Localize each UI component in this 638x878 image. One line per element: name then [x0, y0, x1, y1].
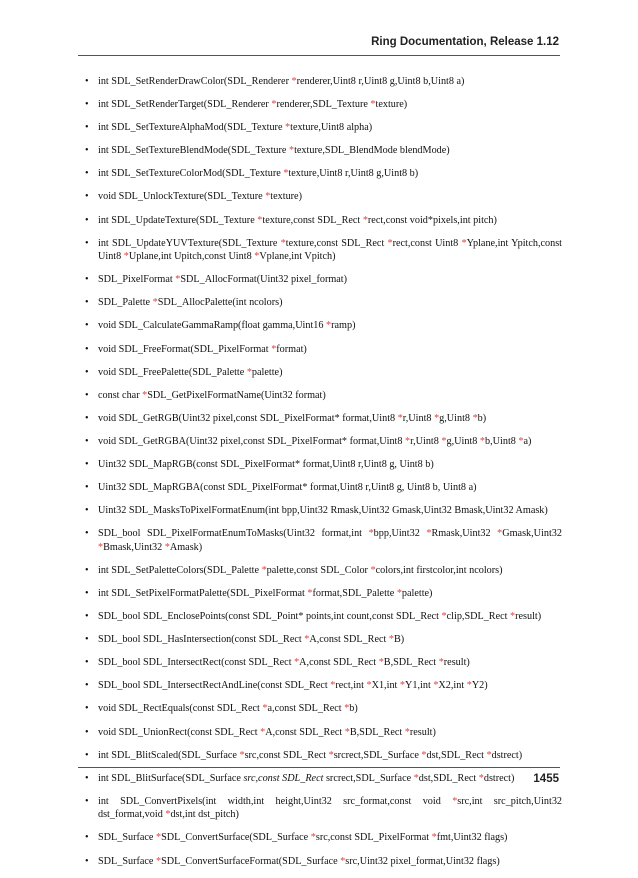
signature-text: Uint32 SDL_MapRGBA(const SDL_PixelFormat* format,Uint8 r,Uint8 g, Uint8 b, Uint8 a) — [98, 482, 477, 494]
signature-text: int SDL_SetTextureAlphaMod(SDL_Texture — [98, 122, 286, 134]
signature-text: int SDL_SetRenderDrawColor(SDL_Renderer — [98, 76, 292, 87]
list-item — [78, 564, 562, 578]
signature-text: palette) — [251, 366, 283, 378]
pointer-asterisk: * — [434, 412, 440, 424]
signature-text: SDL_bool SDL_IntersectRect(const SDL_Rect — [98, 657, 295, 669]
signature-text: ramp) — [331, 320, 356, 332]
pointer-asterisk: * — [156, 855, 162, 867]
pointer-asterisk: * — [246, 366, 252, 378]
signature-text: Y2) — [471, 680, 488, 692]
signature-text: format) — [276, 343, 307, 355]
bullet-icon: • — [85, 343, 89, 355]
pointer-asterisk: * — [261, 564, 267, 576]
list-item — [78, 366, 562, 380]
pointer-asterisk: * — [344, 726, 350, 738]
signature-text: void SDL_GetRGB(Uint32 pixel,const SDL_PixelFormat* format,Uint8 — [98, 412, 398, 424]
list-item — [78, 435, 562, 449]
signature-text: rect,const void*pixels,int pitch) — [367, 214, 497, 226]
pointer-asterisk: * — [283, 168, 289, 180]
signature-text: renderer,Uint8 r,Uint8 g,Uint8 b,Uint8 a) — [296, 76, 465, 87]
bullet-icon: • — [85, 855, 89, 867]
pointer-asterisk: * — [486, 749, 492, 761]
pointer-asterisk: * — [340, 855, 346, 867]
pointer-asterisk: * — [271, 343, 277, 355]
pointer-asterisk: * — [288, 145, 295, 157]
pointer-asterisk: * — [362, 214, 368, 226]
list-item — [78, 587, 562, 601]
pointer-asterisk: * — [433, 680, 439, 692]
list-item — [78, 772, 562, 786]
signature-text: B,SDL_Rect — [383, 657, 439, 669]
list-item — [78, 319, 562, 333]
pointer-asterisk: * — [461, 237, 467, 249]
signature-text: X1,int — [371, 680, 400, 692]
list-item — [78, 527, 562, 554]
signature-text: texture,const SDL_Rect — [285, 237, 388, 249]
bullet-icon: • — [85, 168, 89, 180]
bullet-icon: • — [85, 320, 89, 332]
list-item — [78, 296, 562, 310]
pointer-asterisk: * — [472, 412, 478, 424]
pointer-asterisk: * — [368, 528, 374, 540]
bullet-icon: • — [85, 657, 89, 669]
page-number: 1455 — [533, 773, 559, 785]
signature-text: dstrect) — [483, 772, 515, 784]
pointer-asterisk: * — [378, 657, 384, 669]
list-item — [78, 481, 562, 495]
signature-text: Uplane,int Upitch,const Uint8 — [128, 251, 255, 263]
signature-text: X2,int — [438, 680, 467, 692]
signature-text: Vplane,int Vpitch) — [259, 251, 336, 263]
pointer-asterisk: * — [421, 749, 427, 761]
list-item — [78, 795, 562, 822]
signature-text: int SDL_SetTextureBlendMode(SDL_Texture — [98, 145, 289, 157]
signature-text: src,const SDL_Rect — [243, 772, 324, 784]
pointer-asterisk: * — [257, 214, 263, 226]
bullet-icon: • — [85, 435, 89, 447]
pointer-asterisk: * — [438, 657, 444, 669]
signature-text: SDL_bool SDL_HasIntersection(const SDL_Rect — [98, 634, 305, 646]
signature-text: result) — [443, 657, 470, 669]
list-item — [78, 458, 562, 472]
signature-text: result) — [515, 611, 542, 623]
signature-text: Yplane,int Ypitch,const Uint8 — [98, 237, 563, 263]
signature-text: int SDL_SetPaletteColors(SDL_Palette — [98, 564, 262, 576]
signature-text: SDL_PixelFormat — [98, 274, 176, 286]
bullet-icon: • — [85, 634, 89, 646]
bullet-icon: • — [85, 459, 89, 470]
signature-text: B) — [393, 634, 405, 646]
list-item — [78, 75, 562, 89]
bullet-icon: • — [85, 99, 89, 111]
signature-text: palette) — [401, 587, 433, 599]
pointer-asterisk: * — [497, 528, 503, 540]
signature-text: b,Uint8 — [485, 435, 519, 447]
pointer-asterisk: * — [426, 528, 432, 540]
signature-text: Rmask,Uint32 — [431, 528, 498, 540]
signature-text: Bmask,Uint32 — [103, 541, 165, 553]
signature-text: void SDL_UnionRect(const SDL_Rect — [98, 726, 261, 738]
signature-text: texture,Uint8 alpha) — [290, 122, 373, 134]
footer-rule — [78, 767, 560, 768]
pointer-asterisk: * — [175, 274, 181, 286]
signature-text: const char — [98, 389, 143, 401]
pointer-asterisk: * — [518, 435, 524, 447]
bullet-icon: • — [85, 726, 89, 738]
bullet-icon: • — [85, 703, 89, 715]
bullet-icon: • — [85, 528, 89, 540]
list-item — [78, 98, 562, 112]
pointer-asterisk: * — [370, 564, 376, 576]
pointer-asterisk: * — [262, 703, 268, 715]
pointer-asterisk: * — [510, 611, 516, 623]
bullet-icon: • — [85, 389, 89, 401]
signature-text: dst,SDL_Rect — [426, 749, 487, 761]
list-item — [78, 702, 562, 716]
pointer-asterisk: * — [123, 251, 129, 263]
signature-text: clip,SDL_Rect — [446, 611, 511, 623]
signature-text: int SDL_UpdateYUVTexture(SDL_Texture — [98, 237, 281, 249]
signature-text: texture) — [375, 99, 408, 111]
signature-text: Gmask,Uint32 — [502, 528, 562, 540]
bullet-icon: • — [85, 772, 89, 784]
signature-text: format,SDL_Palette — [312, 587, 397, 599]
pointer-asterisk: * — [330, 680, 336, 692]
signature-text: dst,SDL_Rect — [418, 772, 479, 784]
signature-text: b) — [477, 412, 487, 424]
bullet-icon: • — [85, 214, 89, 226]
pointer-asterisk: * — [370, 99, 376, 111]
signature-text: int SDL_UpdateTexture(SDL_Texture — [98, 214, 258, 226]
signature-text: srcrect,SDL_Surface — [333, 749, 422, 761]
pointer-asterisk: * — [156, 832, 162, 844]
bullet-icon: • — [85, 482, 89, 494]
signature-text: SDL_Palette — [98, 297, 153, 309]
pointer-asterisk: * — [441, 611, 447, 623]
bullet-icon: • — [85, 76, 89, 87]
bullet-icon: • — [85, 611, 89, 623]
signature-text: bpp,Uint32 — [373, 528, 427, 540]
signature-text: SDL_bool SDL_EnclosePoints(const SDL_Point* points,int count,const SDL_Rect — [98, 611, 442, 623]
bullet-icon: • — [85, 832, 89, 844]
signature-text: g,Uint8 — [446, 435, 480, 447]
bullet-icon: • — [85, 122, 89, 134]
bullet-icon: • — [85, 564, 89, 576]
signature-text: fmt,Uint32 flags) — [436, 832, 508, 844]
signature-text: void SDL_UnlockTexture(SDL_Texture — [98, 191, 266, 203]
signature-text: SDL_Surface — [98, 855, 156, 867]
signature-text: rect,const Uint8 — [392, 237, 462, 249]
pointer-asterisk: * — [466, 680, 472, 692]
signature-text: srcrect,SDL_Surface — [323, 772, 414, 784]
list-item — [78, 144, 562, 158]
list-item — [78, 237, 562, 264]
pointer-asterisk: * — [310, 832, 316, 844]
signature-text: A,const SDL_Rect — [299, 657, 379, 669]
signature-text: SDL_ConvertSurface(SDL_Surface — [161, 832, 311, 844]
bullet-icon: • — [85, 505, 89, 517]
pointer-asterisk: * — [271, 99, 277, 111]
list-item — [78, 831, 562, 845]
pointer-asterisk: * — [396, 587, 402, 599]
pointer-asterisk: * — [152, 297, 158, 309]
list-item — [78, 214, 562, 228]
pointer-asterisk: * — [397, 412, 403, 424]
pointer-asterisk: * — [452, 795, 458, 807]
pointer-asterisk: * — [304, 634, 310, 646]
signature-text: dstrect) — [491, 749, 523, 761]
pointer-asterisk: * — [142, 389, 148, 401]
pointer-asterisk: * — [326, 320, 332, 332]
signature-text: void SDL_CalculateGammaRamp(float gamma,Uint16 — [98, 320, 327, 332]
signature-text: src,const SDL_Rect — [244, 749, 329, 761]
signature-text: void SDL_RectEquals(const SDL_Rect — [98, 703, 263, 715]
pointer-asterisk: * — [260, 726, 266, 738]
list-item — [78, 855, 562, 869]
signature-text: renderer,SDL_Texture — [276, 99, 371, 111]
list-item — [78, 273, 562, 287]
pointer-asterisk: * — [328, 749, 334, 761]
signature-text: texture,SDL_BlendMode blendMode) — [294, 145, 450, 157]
bullet-icon: • — [85, 191, 89, 203]
pointer-asterisk: * — [441, 435, 447, 447]
pointer-asterisk: * — [307, 587, 313, 599]
signature-text: SDL_AllocFormat(Uint32 pixel_format) — [180, 274, 348, 286]
signature-text: SDL_bool SDL_IntersectRectAndLine(const SDL_Rect — [98, 680, 331, 692]
list-item — [78, 389, 562, 403]
pointer-asterisk: * — [98, 541, 104, 553]
signature-text: Uint32 SDL_MapRGB(const SDL_PixelFormat* format,Uint8 r,Uint8 g, Uint8 b) — [98, 459, 434, 470]
bullet-icon: • — [85, 145, 89, 157]
list-item — [78, 412, 562, 426]
signature-text: SDL_AllocPalette(int ncolors) — [157, 297, 283, 309]
signature-text: A,const SDL_Rect — [265, 726, 345, 738]
pointer-asterisk: * — [387, 237, 393, 249]
signature-text: SDL_bool SDL_PixelFormatEnumToMasks(Uint32 format,int — [98, 528, 369, 540]
signature-text: A,const SDL_Rect — [309, 634, 389, 646]
pointer-asterisk: * — [404, 726, 410, 738]
list-item — [78, 656, 562, 670]
pointer-asterisk: * — [405, 435, 411, 447]
pointer-asterisk: * — [344, 703, 350, 715]
signature-text: SDL_ConvertSurfaceFormat(SDL_Surface — [161, 855, 341, 867]
signature-text: void SDL_FreePalette(SDL_Palette — [98, 366, 247, 378]
signature-text: src,Uint32 pixel_format,Uint32 flags) — [345, 855, 500, 867]
running-header: Ring Documentation, Release 1.12 — [371, 36, 559, 48]
pointer-asterisk: * — [478, 772, 484, 784]
signature-text: int SDL_SetRenderTarget(SDL_Renderer — [98, 99, 272, 111]
signature-text: src,const SDL_PixelFormat — [315, 832, 432, 844]
signature-text: r,Uint8 — [410, 435, 442, 447]
list-item — [78, 167, 562, 181]
signature-text: colors,int firstcolor,int ncolors) — [375, 564, 503, 576]
signature-text: texture,Uint8 r,Uint8 g,Uint8 b) — [288, 168, 419, 180]
signature-text: SDL_Surface — [98, 832, 156, 844]
signature-text: a,const SDL_Rect — [267, 703, 345, 715]
list-item — [78, 610, 562, 624]
bullet-icon: • — [85, 587, 89, 599]
signature-text: SDL_GetPixelFormatName(Uint32 format) — [147, 389, 326, 401]
pointer-asterisk: * — [413, 772, 419, 784]
signature-text: texture,const SDL_Rect — [262, 214, 363, 226]
bullet-icon: • — [85, 680, 89, 692]
bullet-icon: • — [85, 274, 89, 286]
pointer-asterisk: * — [285, 122, 291, 134]
list-item — [78, 343, 562, 357]
bullet-icon: • — [85, 297, 89, 309]
list-item — [78, 749, 562, 763]
api-function-list — [78, 75, 562, 878]
signature-text: Y1,int — [405, 680, 434, 692]
pointer-asterisk: * — [265, 191, 271, 203]
signature-text: palette,const SDL_Color — [266, 564, 371, 576]
header-rule — [78, 55, 560, 56]
list-item — [78, 190, 562, 204]
pointer-asterisk: * — [431, 832, 437, 844]
signature-text: Amask) — [169, 541, 203, 553]
signature-text: B,SDL_Rect — [349, 726, 405, 738]
pointer-asterisk: * — [254, 251, 260, 263]
signature-text: dst,int dst_pitch) — [170, 809, 239, 821]
signature-text: a) — [523, 435, 532, 447]
pointer-asterisk: * — [399, 680, 406, 692]
signature-text: int SDL_SetTextureColorMod(SDL_Texture — [98, 168, 284, 180]
signature-text: Uint32 SDL_MasksToPixelFormatEnum(int bpp,Uint32 Rmask,Uint32 Gmask,Uint32 Bmask,Uint32 Amask) — [98, 505, 548, 517]
list-item — [78, 121, 562, 135]
pointer-asterisk: * — [294, 657, 300, 669]
bullet-icon: • — [85, 366, 89, 378]
signature-text: r,Uint8 — [402, 412, 435, 424]
bullet-icon: • — [85, 237, 89, 249]
signature-text: int SDL_BlitScaled(SDL_Surface — [98, 749, 240, 761]
signature-text: int SDL_BlitSurface(SDL_Surface — [98, 772, 244, 784]
list-item — [78, 504, 562, 518]
pointer-asterisk: * — [280, 237, 286, 249]
list-item — [78, 679, 562, 693]
signature-text: rect,int — [335, 680, 367, 692]
pointer-asterisk: * — [291, 76, 297, 87]
pointer-asterisk: * — [479, 435, 486, 447]
pointer-asterisk: * — [164, 541, 170, 553]
bullet-icon: • — [85, 795, 89, 807]
signature-text: texture) — [270, 191, 302, 203]
signature-text: int SDL_SetPixelFormatPalette(SDL_PixelFormat — [98, 587, 308, 599]
signature-text: g,Uint8 — [439, 412, 473, 424]
signature-text: int SDL_ConvertPixels(int width,int height,Uint32 src_format,const void — [98, 795, 453, 807]
signature-text: void SDL_GetRGBA(Uint32 pixel,const SDL_PixelFormat* format,Uint8 — [98, 435, 406, 447]
signature-text: b) — [349, 703, 358, 715]
pointer-asterisk: * — [366, 680, 372, 692]
bullet-icon: • — [85, 412, 89, 424]
pointer-asterisk: * — [388, 634, 394, 646]
list-item — [78, 633, 562, 647]
list-item — [78, 726, 562, 740]
signature-text: src,int src_pitch,Uint32 dst_format,void — [98, 795, 563, 821]
signature-text: void SDL_FreeFormat(SDL_PixelFormat — [98, 343, 272, 355]
pointer-asterisk: * — [239, 749, 245, 761]
bullet-icon: • — [85, 749, 89, 761]
signature-text: result) — [409, 726, 436, 738]
pointer-asterisk: * — [165, 809, 171, 821]
